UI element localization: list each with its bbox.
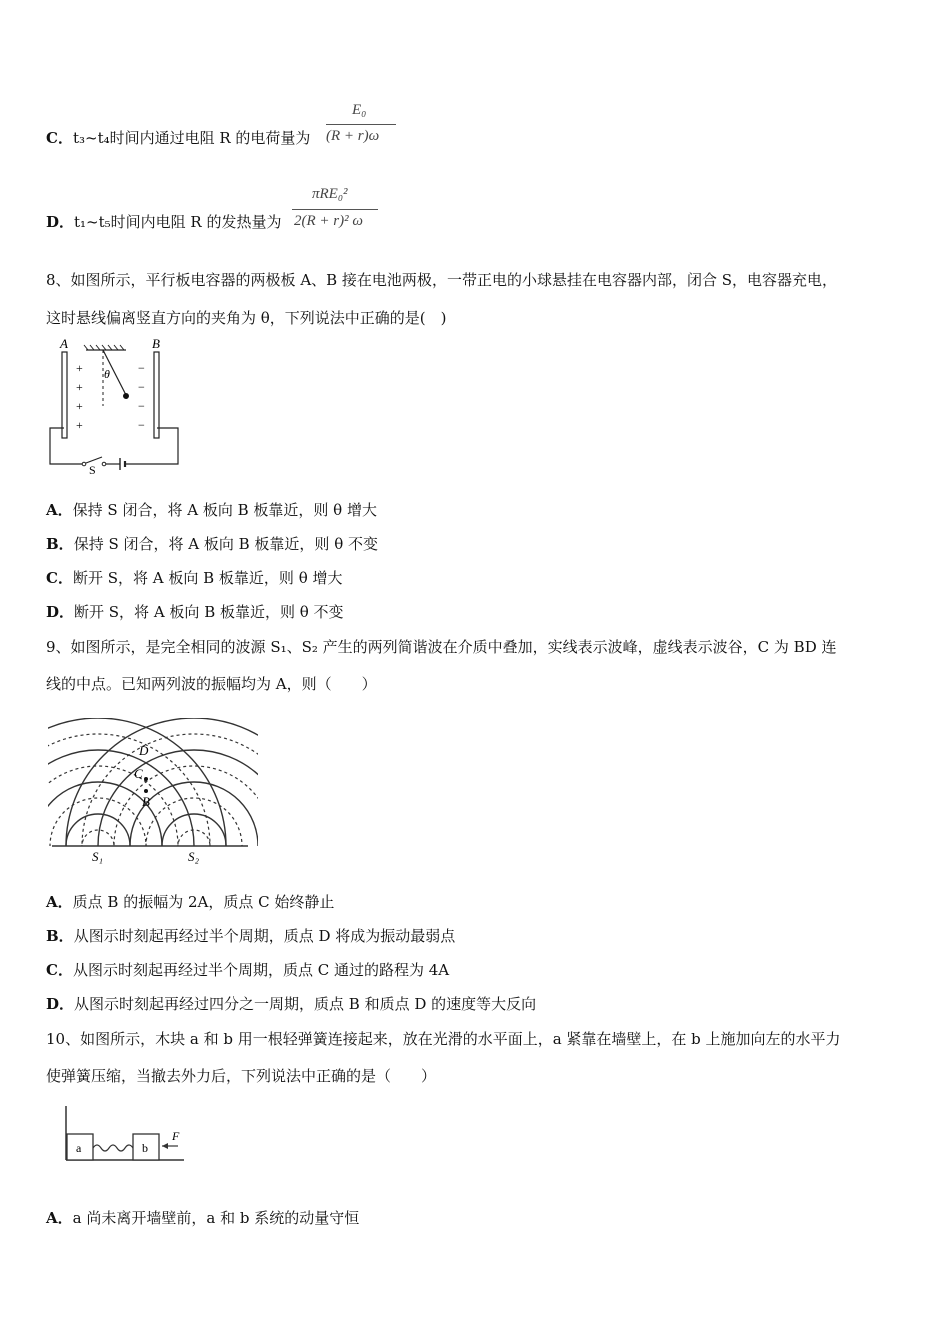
ceiling-hatch (84, 345, 124, 350)
plate-b (154, 352, 159, 438)
plus-sign: + (76, 380, 83, 394)
q9-option-a (46, 892, 334, 912)
point-c (144, 777, 148, 781)
trough-s2 (82, 734, 258, 868)
label-d: D (139, 743, 149, 758)
fraction-bar (326, 124, 396, 125)
q10-stem-line2: 使弹簧压缩，当撤去外力后，下列说法中正确的是（ ） (46, 1067, 437, 1085)
minus-sign: − (138, 380, 145, 394)
fraction-numerator: E₀ (352, 102, 367, 118)
force-label: F (172, 1129, 180, 1143)
plate-a (62, 352, 67, 438)
option-label: D． (46, 603, 75, 621)
block-a-label: a (76, 1141, 82, 1155)
option-text: 断开 S，将 A 板向 B 板靠近，则 θ 增大 (72, 569, 343, 587)
crest-s1 (48, 750, 194, 868)
option-text: 保持 S 闭合，将 A 板向 B 板靠近，则 θ 不变 (73, 535, 378, 553)
option-text: 质点 B 的振幅为 2A，质点 C 始终静止 (72, 893, 335, 911)
q9-wave-interference-figure (48, 718, 258, 868)
q7-option-c (46, 128, 310, 148)
wire-right (125, 428, 178, 464)
trough-s2 (114, 766, 258, 868)
plate-a-label: A (60, 336, 68, 351)
block-b-label: b (142, 1141, 148, 1155)
q8-option-d (46, 602, 344, 622)
fraction-denominator: (R + r)ω (326, 128, 380, 144)
q8-stem-line1: 8、如图所示，平行板电容器的两极板 A、B 接在电池两极，一带正电的小球悬挂在电容器内部，闭合 S，电容器充电， (46, 271, 837, 289)
switch-contact (102, 462, 106, 466)
label-c: C (134, 766, 143, 781)
q10-option-a (46, 1208, 359, 1228)
option-label: A． (46, 1209, 73, 1227)
minus-sign: − (138, 399, 145, 413)
switch-contact (82, 462, 86, 466)
q10-spring-figure (60, 1104, 190, 1168)
point-b (144, 789, 148, 793)
option-label: C． (46, 129, 73, 147)
q8-option-a (46, 500, 377, 520)
label-s2: S₂ (188, 849, 200, 864)
q9-option-d (46, 994, 536, 1014)
option-text: t₁~t₅时间内电阻 R 的发热量为 (74, 213, 282, 231)
q9-stem-line1: 9、如图所示，是完全相同的波源 S₁、S₂ 产生的两列简谐波在介质中叠加，实线表示波峰，虚线表示波谷，C 为 BD 连 (46, 638, 837, 656)
q8-capacitor-figure (40, 334, 190, 474)
minus-sign: − (138, 418, 145, 432)
q9-stem-line2: 线的中点。已知两列波的振幅均为 A，则（ ） (46, 675, 377, 693)
angle-label: θ (104, 367, 110, 381)
fraction-bar (292, 209, 378, 210)
fraction-denominator: 2(R + r)² ω (294, 213, 363, 229)
fraction-numerator: πRE₀² (312, 186, 348, 202)
option-text: 从图示时刻起再经过半个周期，质点 D 将成为振动最弱点 (73, 927, 456, 945)
q8-option-c (46, 568, 343, 588)
option-text: 从图示时刻起再经过半个周期，质点 C 通过的路程为 4A (72, 961, 450, 979)
wire-left (50, 428, 82, 464)
option-label: D． (46, 995, 75, 1013)
option-text: 保持 S 闭合，将 A 板向 B 板靠近，则 θ 增大 (72, 501, 377, 519)
q9-option-b (46, 926, 455, 946)
label-b: B (142, 794, 150, 809)
option-label: C． (46, 961, 73, 979)
minus-sign: − (138, 361, 145, 375)
option-label: B． (46, 927, 74, 945)
q7-option-d (46, 212, 282, 232)
label-s1: S₁ (92, 849, 104, 864)
q7-option-c-fraction (326, 102, 398, 150)
option-label: B． (46, 535, 74, 553)
q8-option-b (46, 534, 378, 554)
q8-stem-line2: 这时悬线偏离竖直方向的夹角为 θ，下列说法中正确的是( ) (46, 309, 447, 327)
option-label: D． (46, 213, 75, 231)
charged-ball (123, 393, 129, 399)
option-label: A． (46, 501, 73, 519)
q7-option-d-fraction (292, 186, 382, 236)
plus-sign: + (76, 399, 83, 413)
option-label: C． (46, 569, 73, 587)
spring (93, 1145, 133, 1151)
option-text: a 尚未离开墙壁前，a 和 b 系统的动量守恒 (72, 1209, 360, 1227)
option-text: 从图示时刻起再经过四分之一周期，质点 B 和质点 D 的速度等大反向 (74, 995, 537, 1013)
q10-stem-line1: 10、如图所示，木块 a 和 b 用一根轻弹簧连接起来，放在光滑的水平面上，a 紧靠在墙壁上，在 b 上施加向左的水平力 (46, 1030, 841, 1048)
q9-option-c (46, 960, 449, 980)
switch-label: S (89, 463, 96, 474)
plus-sign: + (76, 361, 83, 375)
option-text: t₃~t₄时间内通过电阻 R 的电荷量为 (72, 129, 311, 147)
plus-sign: + (76, 418, 83, 432)
force-arrow-head (162, 1143, 168, 1149)
option-label: A． (46, 893, 73, 911)
plate-b-label: B (152, 336, 160, 351)
option-text: 断开 S，将 A 板向 B 板靠近，则 θ 不变 (74, 603, 344, 621)
